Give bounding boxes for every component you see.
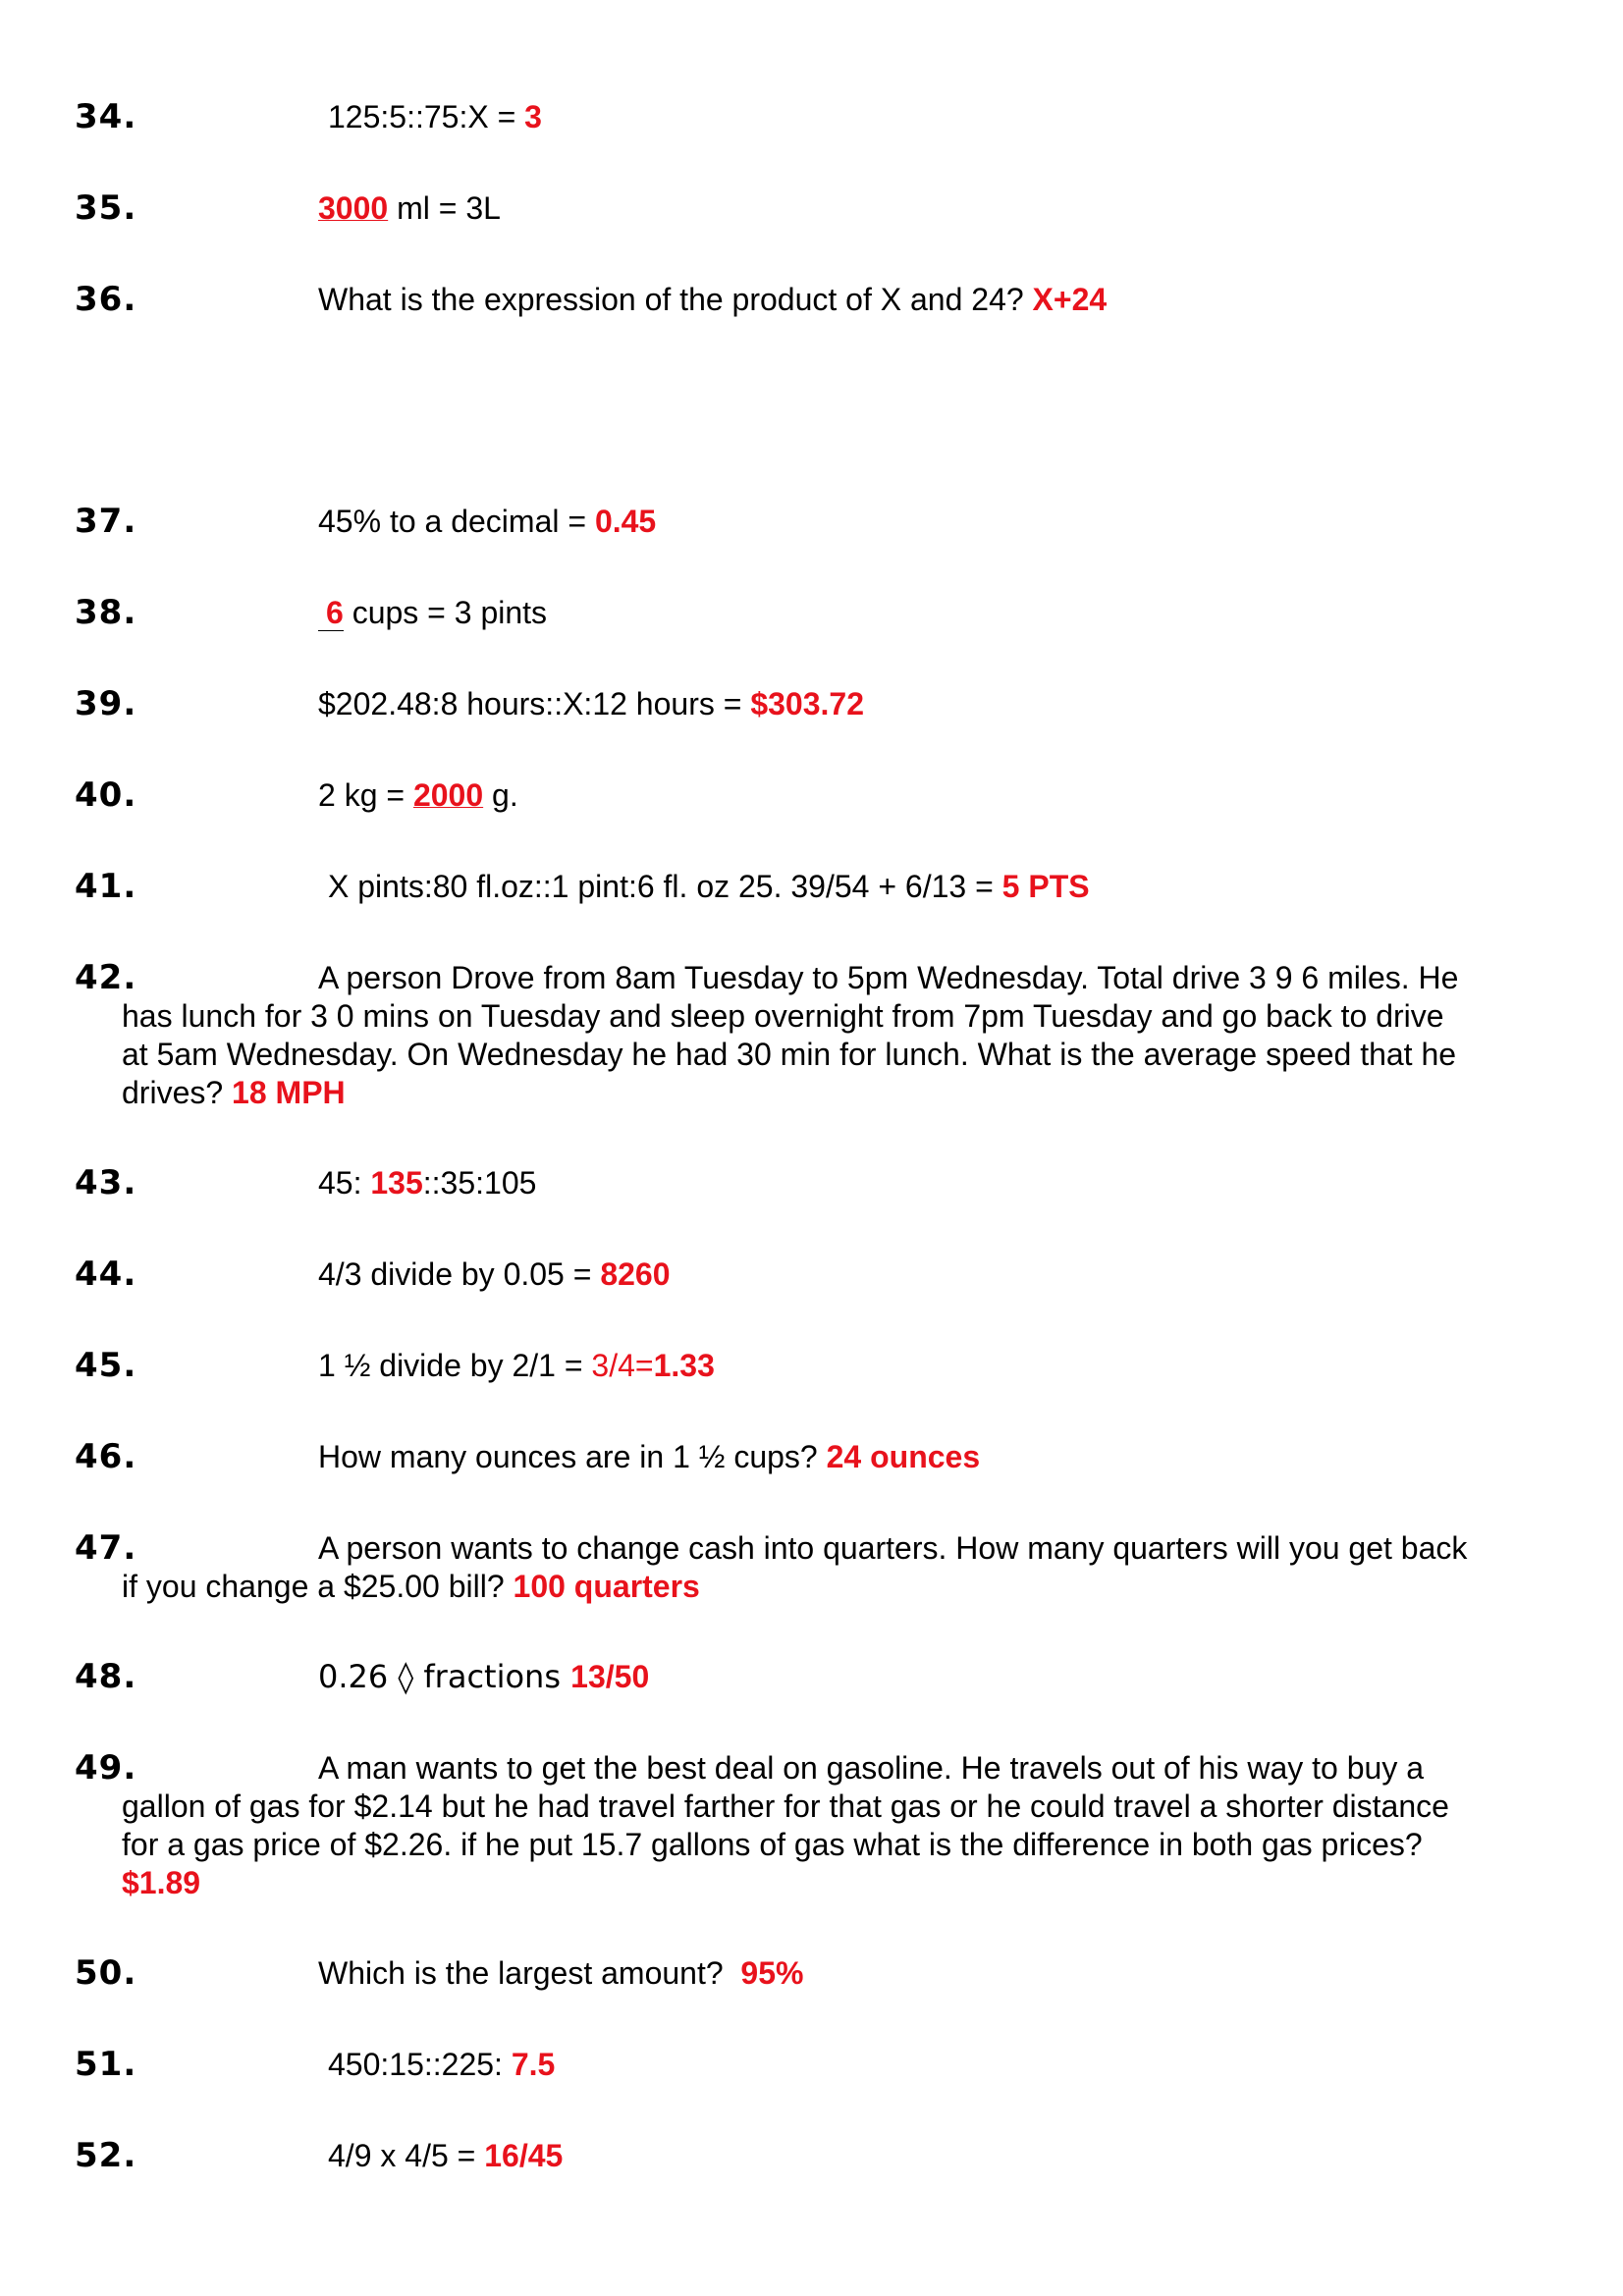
- question-text: A person wants to change cash into quarters. How many quarters will you get back if you change a $25.00 bill?: [122, 1530, 1468, 1604]
- answer: 16/45: [484, 2138, 564, 2173]
- answer: 7.5: [511, 2047, 556, 2082]
- question-number: 39.: [75, 684, 137, 723]
- question-number: 34.: [75, 97, 137, 136]
- question-text: 45% to a decimal =: [318, 504, 595, 539]
- question-text: 125:5::75:X =: [328, 99, 525, 134]
- diamond-icon: ◊: [398, 1658, 414, 1695]
- question-number: 52.: [75, 2136, 137, 2175]
- answer: 8260: [600, 1256, 671, 1292]
- question-50: [75, 1954, 1469, 1993]
- answer: 135: [370, 1165, 423, 1201]
- answer: 0.45: [594, 504, 657, 539]
- question-number: 41.: [75, 867, 137, 906]
- question-number: 36.: [75, 280, 137, 319]
- answer: $1.89: [122, 1865, 201, 1900]
- question-text: 4/3 divide by 0.05 =: [318, 1256, 601, 1292]
- question-number: 35.: [75, 188, 137, 228]
- question-text: Which is the largest amount?: [318, 1955, 741, 1991]
- question-number: 37.: [75, 502, 137, 541]
- question-number: 47.: [75, 1528, 137, 1568]
- question-49: [75, 1749, 1469, 1902]
- question-text: 1 ½ divide by 2/1 =: [318, 1348, 592, 1383]
- question-number: 38.: [75, 593, 137, 632]
- question-text: 0.26: [318, 1658, 399, 1695]
- answer-work: 3/4=: [591, 1348, 654, 1383]
- answer: 2000: [412, 777, 484, 813]
- answer: $303.72: [750, 686, 864, 721]
- question-text: cups = 3 pints: [343, 595, 548, 630]
- question-number: 40.: [75, 775, 137, 815]
- answer: X+24: [1032, 282, 1108, 317]
- question-36: [75, 281, 1469, 319]
- question-text-end: fractions: [413, 1658, 571, 1695]
- question-47: [75, 1529, 1469, 1606]
- question-text: $202.48:8 hours::X:12 hours =: [318, 686, 751, 721]
- question-46: [75, 1438, 1469, 1476]
- question-40: [75, 776, 1469, 815]
- question-text: ml = 3L: [388, 190, 501, 226]
- question-42: [75, 959, 1469, 1112]
- answer: 18 MPH: [232, 1075, 346, 1110]
- question-text-end: g.: [483, 777, 518, 813]
- question-52: [75, 2137, 1469, 2175]
- question-text: 450:15::225:: [328, 2047, 512, 2082]
- question-37: [75, 503, 1469, 541]
- question-35: [75, 189, 1469, 228]
- question-number: 49.: [75, 1748, 137, 1788]
- answer: 3000: [318, 190, 389, 226]
- answer: 5 PTS: [1001, 869, 1090, 904]
- question-text: A person Drove from 8am Tuesday to 5pm Wednesday. Total drive 3 9 6 miles. He has lunch for 3 0 mins on Tuesday and sleep overnight from 7pm Tuesday and go back to drive at 5am Wednesday. On Wednesday he had 30 min for lunch. What is the average speed that he drives?: [122, 960, 1459, 1110]
- question-text: X pints:80 fl.oz::1 pint:6 fl. oz 25. 39/54 + 6/13 =: [328, 869, 1002, 904]
- question-38: [75, 594, 1469, 632]
- question-34: [75, 98, 1469, 136]
- question-text: 45:: [318, 1165, 371, 1201]
- question-39: [75, 685, 1469, 723]
- question-number: 45.: [75, 1346, 137, 1385]
- question-44: [75, 1255, 1469, 1294]
- question-43: [75, 1164, 1469, 1202]
- question-text: How many ounces are in 1 ½ cups?: [318, 1439, 827, 1474]
- question-text: A man wants to get the best deal on gasoline. He travels out of his way to buy a gallon of gas for $2.14 but he had travel farther for that gas or he could travel a shorter distance for a gas price of $2.26. if he put 15.7 gallons of gas what is the difference in both gas prices?: [122, 1750, 1449, 1862]
- question-number: 46.: [75, 1437, 137, 1476]
- answer: 95%: [740, 1955, 804, 1991]
- answer: 13/50: [570, 1659, 650, 1694]
- question-text-end: ::35:105: [422, 1165, 537, 1201]
- question-number: 51.: [75, 2045, 137, 2084]
- question-text: 4/9 x 4/5 =: [328, 2138, 485, 2173]
- answer: 100 quarters: [513, 1569, 700, 1604]
- question-number: 50.: [75, 1953, 137, 1993]
- answer: 6: [318, 595, 344, 631]
- question-45: [75, 1347, 1469, 1385]
- question-text: 2 kg =: [318, 777, 413, 813]
- question-text: What is the expression of the product of X and 24?: [318, 282, 1033, 317]
- question-number: 42.: [75, 958, 137, 997]
- question-number: 48.: [75, 1657, 137, 1696]
- question-number: 44.: [75, 1255, 137, 1294]
- answer: 3: [524, 99, 542, 134]
- question-51: [75, 2046, 1469, 2084]
- question-number: 43.: [75, 1163, 137, 1202]
- question-41: [75, 868, 1469, 906]
- answer: 24 ounces: [826, 1439, 981, 1474]
- question-48: [75, 1658, 1469, 1696]
- answer: 1.33: [653, 1348, 715, 1383]
